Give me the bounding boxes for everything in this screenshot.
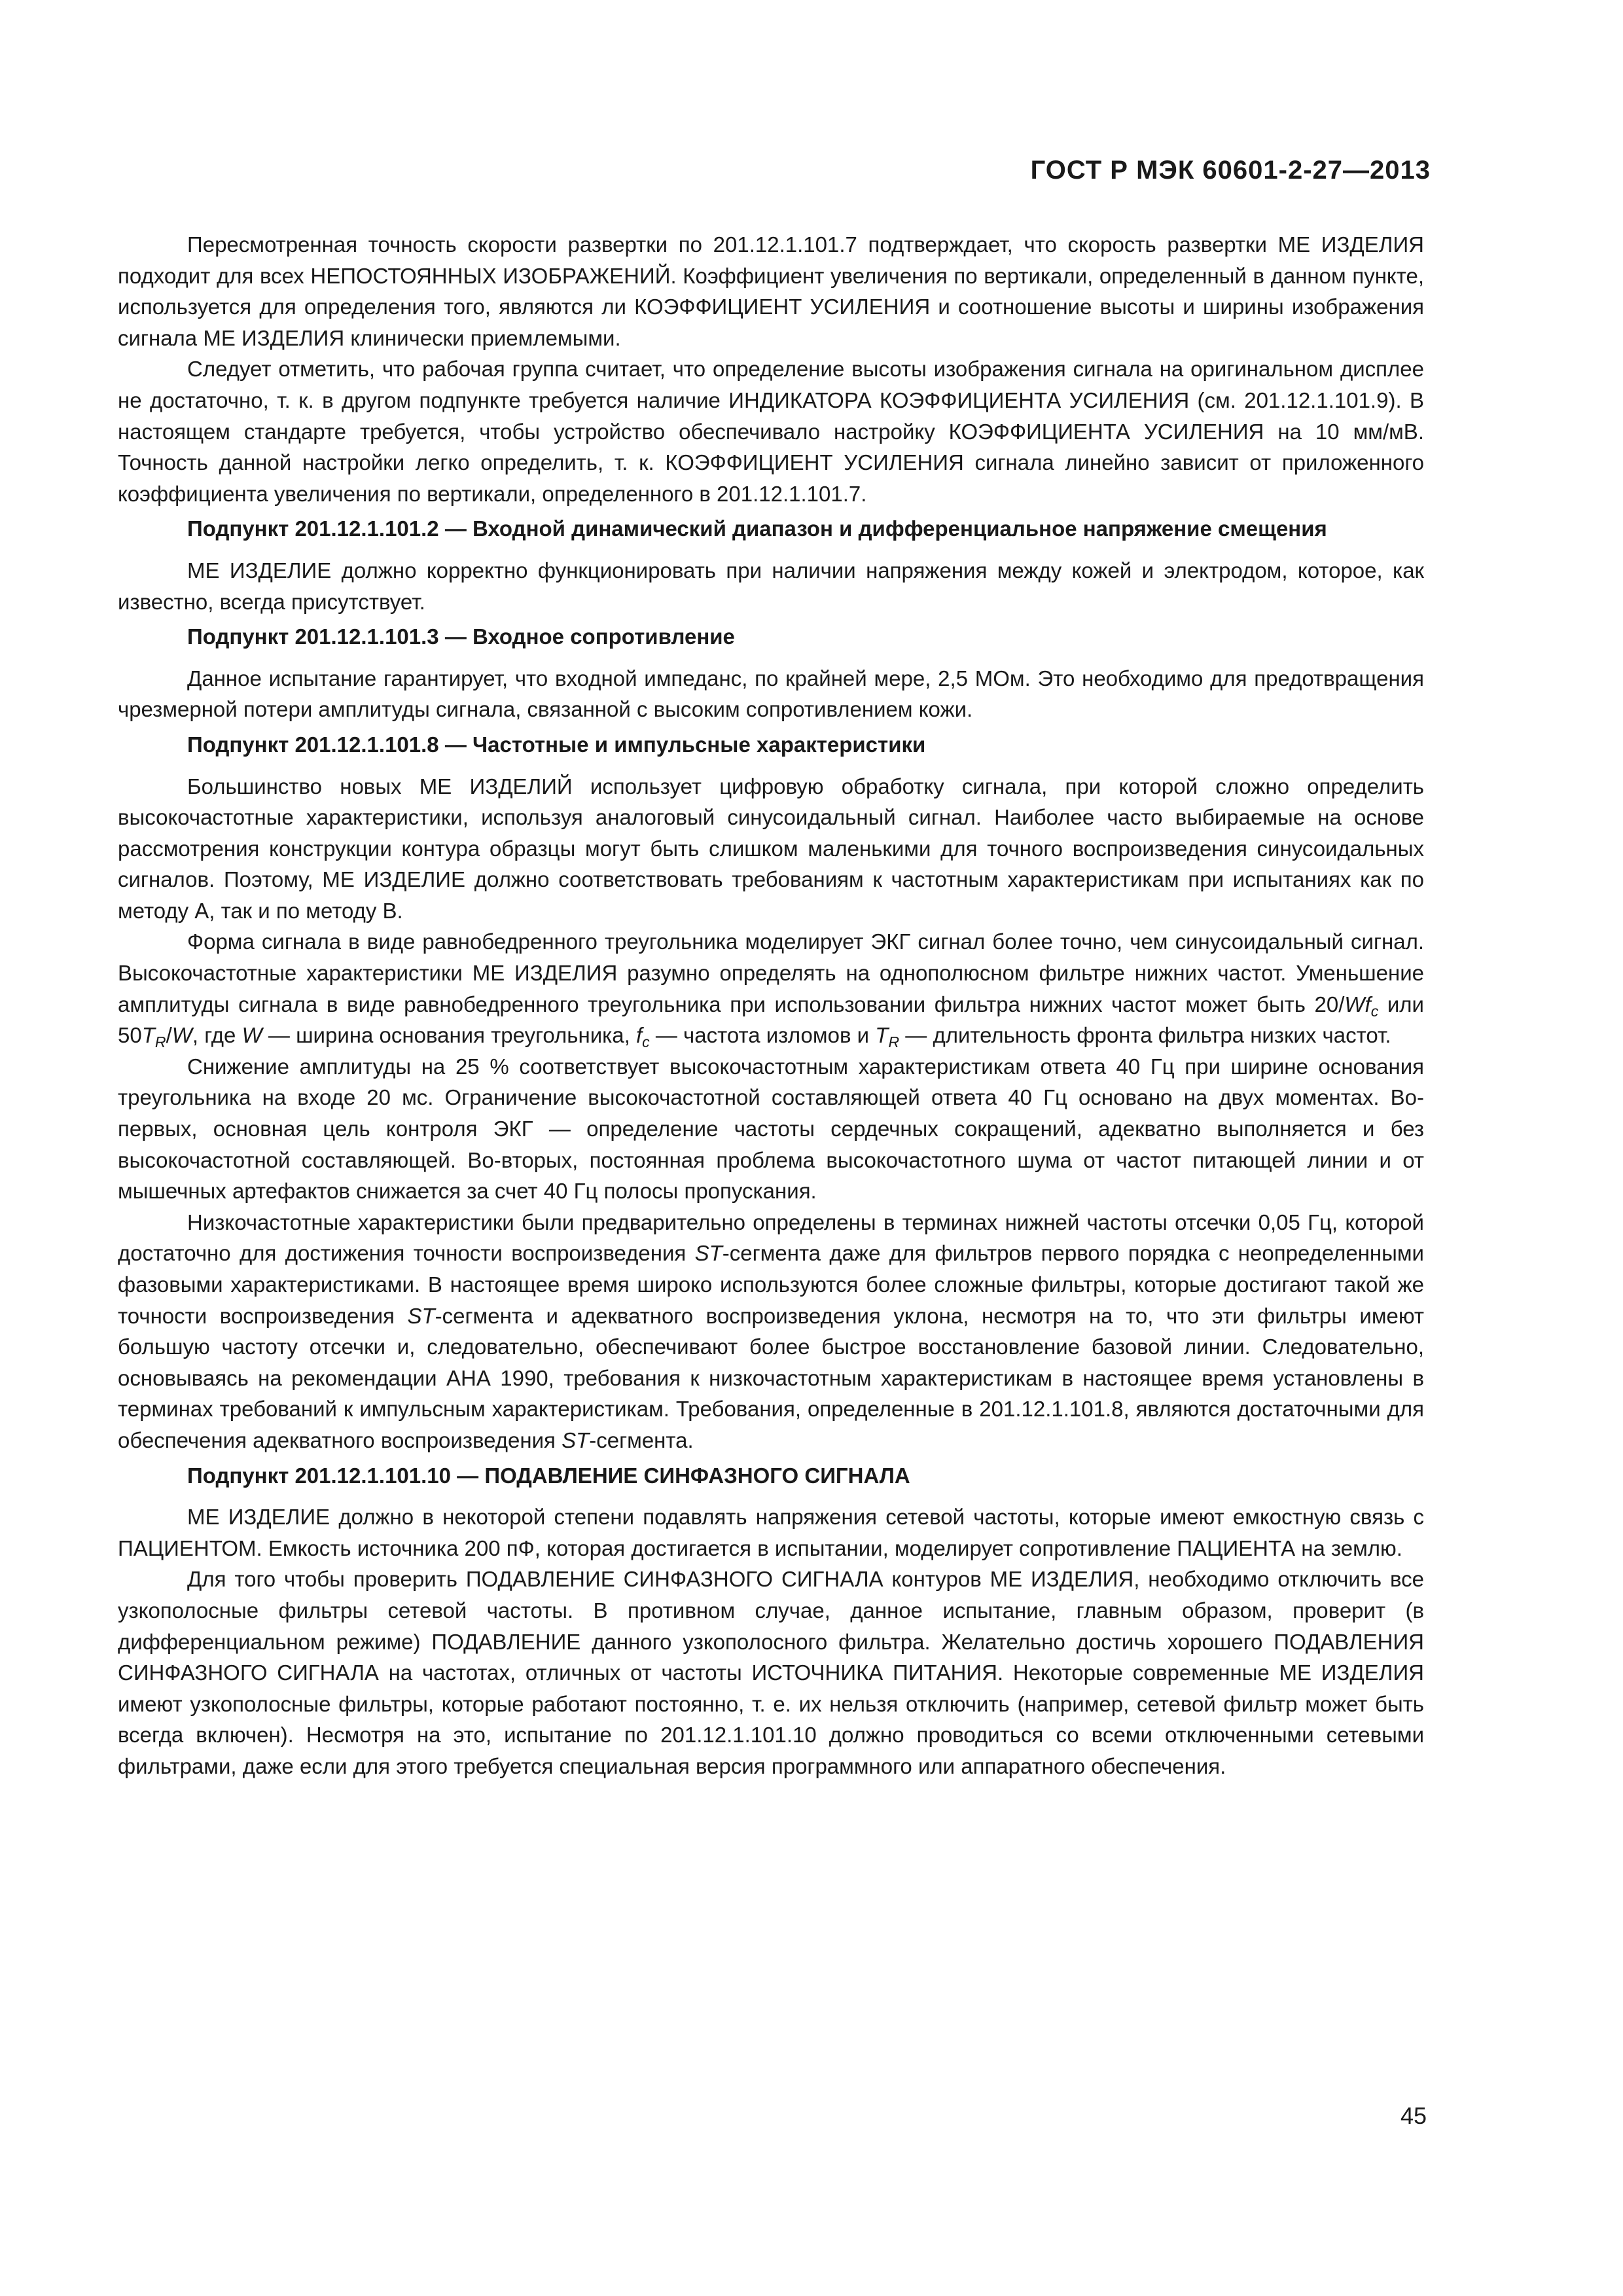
page-number: 45 xyxy=(1400,2102,1427,2129)
text-run: — длительность фронта фильтра низких частот. xyxy=(899,1023,1391,1048)
section-heading: Подпункт 201.12.1.101.10 — ПОДАВЛЕНИЕ СИНФАЗНОГО СИГНАЛА xyxy=(187,1463,910,1488)
text-run: Форма сигнала в виде равнобедренного треугольника моделирует ЭКГ сигнал более точно, чем синусоидальный сигнал. Высокочастотные характеристики МЕ ИЗДЕЛИЯ разумно определять на однополюсном фильтре нижних частот. Уменьшение амплитуды сигнала в виде равнобедренного треугольника при использовании фильтра нижних частот может быть 20/ xyxy=(118,929,1424,1016)
section-heading: Подпункт 201.12.1.101.2 — Входной динамический диапазон и дифференциальное напряжение смещения xyxy=(187,516,1327,541)
text-run: Низкочастотные характеристики были предварительно определены в терминах нижней частоты отсечки 0,05 Гц, которой достаточно для достижения точности воспроизведения xyxy=(118,1210,1424,1266)
formula-var: T xyxy=(875,1023,889,1048)
formula-var: W xyxy=(171,1023,192,1048)
text-run: — ширина основания треугольника, xyxy=(262,1023,636,1048)
formula-var: f xyxy=(636,1023,643,1048)
paragraph-formula xyxy=(118,926,1424,1050)
paragraph: Снижение амплитуды на 25 % соответствует высокочастотным характеристикам ответа 40 Гц при ширине основания треугольника на входе 20 мс. Ограничение высокочастотной составляющей ответа 40 Гц основано на двух моментах. Во-первых, основная цель контроля ЭКГ — определение частоты сердечных сокращений, адекватно выполняется и без высокочастотной составляющей. Во-вторых, постоянная проблема высокочастотного шума от частот питающей линии и от мышечных артефактов снижается за счет 40 Гц полосы пропускания. xyxy=(118,1054,1424,1204)
formula-sub: c xyxy=(642,1033,650,1051)
document-body xyxy=(118,229,1424,1782)
text-run: , где xyxy=(192,1023,242,1048)
st-segment-term: ST xyxy=(562,1427,590,1452)
paragraph: МЕ ИЗДЕЛИЕ должно в некоторой степени подавлять напряжения сетевой частоты, которые имеют емкостную связь с ПАЦИЕНТОМ. Емкость источника 200 пФ, которая достигается в испытании, моделирует сопротивление ПАЦИЕНТА на землю. xyxy=(118,1505,1424,1560)
text-run: -сегмента и адекватного воспроизведения уклона, несмотря на то, что эти фильтры имеют большую частоту отсечки и, следовательно, обеспечивают более быстрое восстановление базовой линии. Следовательно, основываясь на рекомендации АНА 1990, требования к низкочастотным характеристикам в настоящее время установлены в терминах требований к импульсным характеристикам. Требования, определенные в 201.12.1.101.8, являются достаточными для обеспечения адекватного воспроизведения xyxy=(118,1303,1425,1452)
paragraph: Данное испытание гарантирует, что входной импеданс, по крайней мере, 2,5 МОм. Это необходимо для предотвращения чрезмерной потери амплитуды сигнала, связанной с высоким сопротивлением кожи. xyxy=(118,666,1424,722)
paragraph: Пересмотренная точность скорости развертки по 201.12.1.101.7 подтверждает, что скорость развертки МЕ ИЗДЕЛИЯ подходит для всех НЕПОСТОЯННЫХ ИЗОБРАЖЕНИЙ. Коэффициент увеличения по вертикали, определенный в данном пункте, используется для определения того, являются ли КОЭФФИЦИЕНТ УСИЛЕНИЯ и соотношение высоты и ширины изображения сигнала МЕ ИЗДЕЛИЯ клинически приемлемыми. xyxy=(118,232,1424,350)
formula-var: Wf xyxy=(1344,992,1371,1016)
formula-var: T xyxy=(141,1023,155,1048)
st-segment-term: ST xyxy=(407,1303,435,1328)
text-run: -сегмента даже для фильтров первого порядка с неопределенными фазовыми характеристиками. В настоящее время широко используются более сложные фильтры, которые достигают такой же точности воспроизведения xyxy=(118,1241,1424,1328)
paragraph xyxy=(118,1207,1424,1456)
formula-sub: R xyxy=(888,1033,900,1051)
formula-sub: R xyxy=(154,1033,166,1051)
text-run: — частота изломов и xyxy=(649,1023,876,1048)
paragraph: Следует отметить, что рабочая группа считает, что определение высоты изображения сигнала на оригинальном дисплее не достаточно, т. к. в другом подпункте требуется наличие ИНДИКАТОРА КОЭФФИЦИЕНТА УСИЛЕНИЯ (см. 201.12.1.101.9). В настоящем стандарте требуется, чтобы устройство обеспечивало настройку КОЭФФИЦИЕНТА УСИЛЕНИЯ на 10 мм/мВ. Точность данной настройки легко определить, т. к. КОЭФФИЦИЕНТ УСИЛЕНИЯ сигнала линейно зависит от приложенного коэффициента увеличения по вертикали, определенного в 201.12.1.101.7. xyxy=(118,357,1424,506)
text-run: / xyxy=(166,1023,172,1048)
page-header-standard-title: ГОСТ Р МЭК 60601-2-27—2013 xyxy=(1030,156,1431,185)
paragraph: МЕ ИЗДЕЛИЕ должно корректно функционировать при наличии напряжения между кожей и электродом, которое, как известно, всегда присутствует. xyxy=(118,558,1424,614)
text-run: или 50 xyxy=(118,992,1424,1048)
section-heading: Подпункт 201.12.1.101.8 — Частотные и импульсные характеристики xyxy=(187,732,926,757)
paragraph: Большинство новых МЕ ИЗДЕЛИЙ использует цифровую обработку сигнала, при которой сложно определить высокочастотные характеристики, используя аналоговый синусоидальный сигнал. Наиболее часто выбираемые на основе рассмотрения конструкции контура образцы могут быть слишком маленькими для точного воспроизведения синусоидальных сигналов. Поэтому, МЕ ИЗДЕЛИЕ должно соответствовать требованиям к частотным характеристикам при испытаниях как по методу А, так и по методу В. xyxy=(118,774,1424,923)
text-run: -сегмента. xyxy=(589,1427,694,1452)
formula-var: W xyxy=(241,1023,262,1048)
paragraph: Для того чтобы проверить ПОДАВЛЕНИЕ СИНФАЗНОГО СИГНАЛА контуров МЕ ИЗДЕЛИЯ, необходимо отключить все узкополосные фильтры сетевой частоты. В противном случае, данное испытание, главным образом, проверит (в дифференциальном режиме) ПОДАВЛЕНИЕ данного узкополосного фильтра. Желательно достичь хорошего ПОДАВЛЕНИЯ СИНФАЗНОГО СИГНАЛА на частотах, отличных от частоты ИСТОЧНИКА ПИТАНИЯ. Некоторые современные МЕ ИЗДЕЛИЯ имеют узкополосные фильтры, которые работают постоянно, т. е. их нельзя отключить (например, сетевой фильтр может быть всегда включен). Несмотря на это, испытание по 201.12.1.101.10 должно проводиться со всеми отключенными сетевыми фильтрами, даже если для этого требуется специальная версия программного или аппаратного обеспечения. xyxy=(118,1567,1424,1778)
section-heading: Подпункт 201.12.1.101.3 — Входное сопротивление xyxy=(187,624,735,649)
formula-sub: c xyxy=(1370,1002,1379,1020)
st-segment-term: ST xyxy=(694,1241,722,1266)
